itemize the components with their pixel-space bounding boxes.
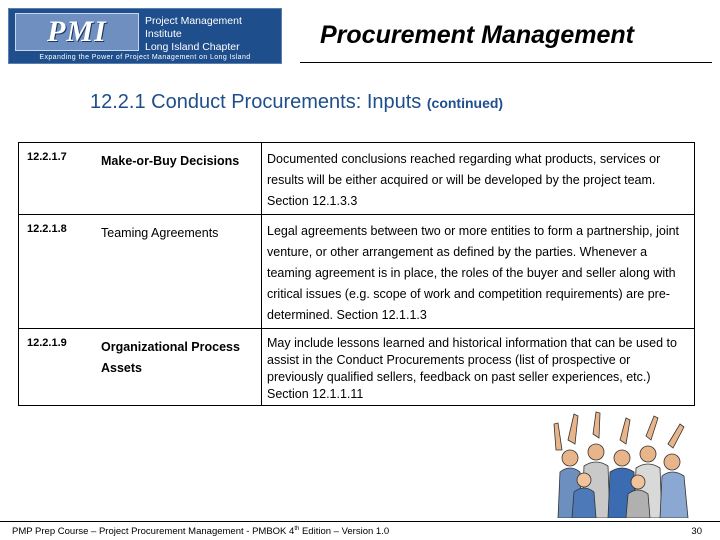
institute-name-line2: Long Island Chapter: [145, 41, 240, 53]
institute-name: [145, 15, 281, 54]
footer-text: [12, 526, 389, 537]
slide-title: [90, 91, 503, 114]
slide-title-main: 12.2.1 Conduct Procurements: Inputs: [90, 91, 422, 113]
pmi-logo-text: PMI: [47, 15, 107, 48]
crowd-raising-hands-icon: [548, 410, 698, 518]
table-row: [19, 143, 695, 215]
slide-title-suffix: (continued): [426, 95, 504, 111]
item-description: Legal agreements between two or more entities to form a partnership, joint venture, or other arrangement as defined by the parties. Whenever a teaming agreement is in place, the roles of the buyer and seller along with critical issues (e.g. scope of work and competition requirements) are pre-determined. Section 12.1.1.3: [262, 215, 695, 329]
page-number: 30: [691, 526, 702, 537]
item-number: 12.2.1.9: [19, 329, 98, 406]
item-description: May include lessons learned and historical information that can be used to assist in the Conduct Procurements process (list of prospective or previously qualified sellers, feedback on past seller experiences, etc.) Section 12.1.1.11: [262, 329, 695, 406]
chapter-tagline: Expanding the Power of Project Management on Long Island: [39, 54, 251, 61]
header-title: Procurement Management: [320, 21, 634, 49]
item-name: Make-or-Buy Decisions: [101, 154, 240, 168]
footer-superscript: th: [294, 526, 300, 532]
pmi-banner: [8, 8, 282, 64]
institute-name-line1: Project Management Institute: [145, 15, 242, 40]
footer-text-main: PMP Prep Course – Project Procurement Management - PMBOK 4: [12, 526, 295, 538]
item-number: 12.2.1.7: [19, 143, 98, 215]
header-rule: [300, 62, 712, 63]
table-row: [19, 215, 695, 329]
item-number: 12.2.1.8: [19, 215, 98, 329]
item-name: Teaming Agreements: [101, 226, 219, 240]
table-row: [19, 329, 695, 406]
item-name: Organizational Process Assets: [101, 340, 240, 375]
footer-text-end: Edition – Version 1.0: [299, 526, 390, 538]
footer-rule: [0, 521, 720, 522]
pmi-logo: [15, 13, 139, 51]
inputs-table: [18, 142, 695, 406]
item-description: Documented conclusions reached regarding what products, services or results will be either acquired or will be developed by the project team. Section 12.1.3.3: [262, 143, 695, 215]
